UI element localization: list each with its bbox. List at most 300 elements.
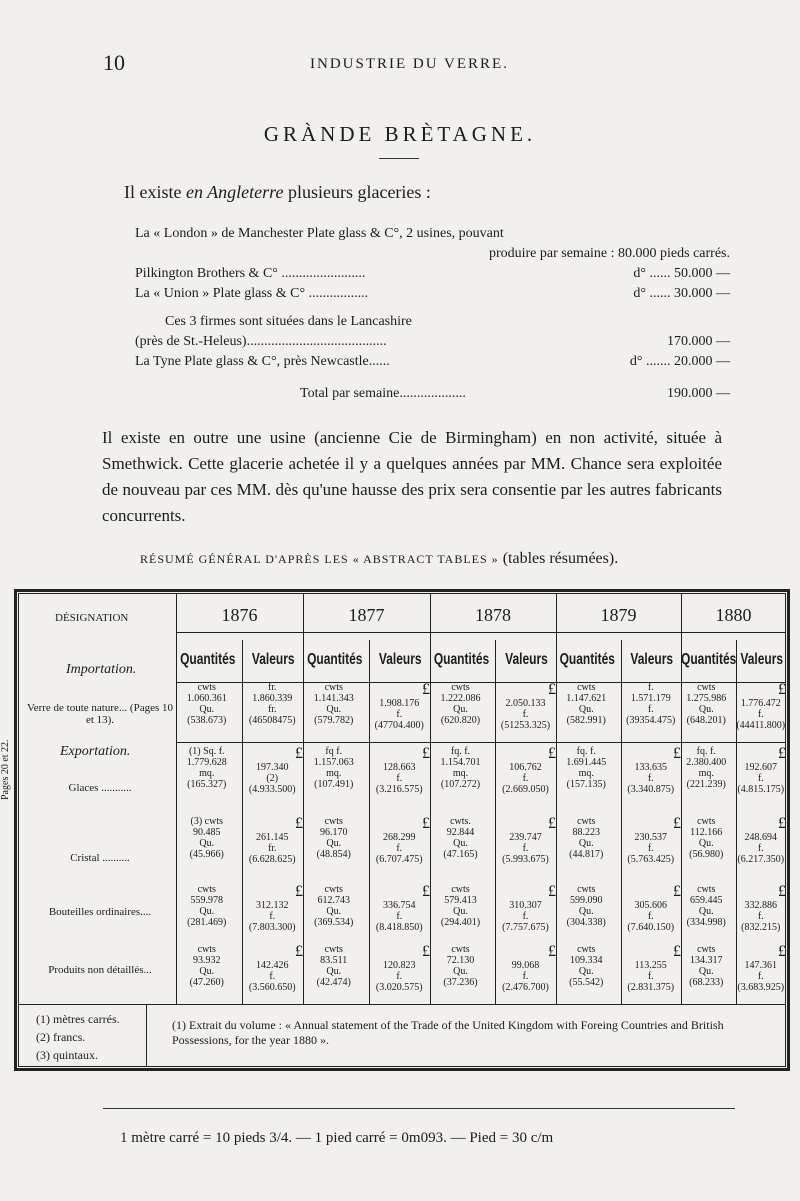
cell-line: (7.640.150) bbox=[627, 922, 675, 933]
cell-line: 72.130 bbox=[446, 955, 475, 966]
valeurs-header: Valeurs bbox=[740, 649, 784, 669]
cell-line: (620.820) bbox=[440, 715, 481, 726]
cell-line: cwts bbox=[324, 682, 343, 693]
cell-line: f. bbox=[522, 773, 529, 784]
cell-line: Qu. bbox=[578, 906, 594, 917]
cell-line: £ bbox=[422, 883, 430, 900]
table-cell bbox=[430, 746, 491, 790]
table-cell bbox=[369, 944, 431, 993]
cell-line: Qu. bbox=[453, 906, 468, 917]
cell-line: (68.233) bbox=[689, 977, 724, 988]
cell-line: (4.933.500) bbox=[248, 784, 296, 795]
year-header: 1878 bbox=[475, 605, 511, 625]
footnote: (2) francs. bbox=[36, 1030, 86, 1044]
cell-line: f. bbox=[757, 773, 764, 784]
cell-line: Qu. bbox=[453, 838, 468, 849]
cell-line: (8.418.850) bbox=[375, 922, 423, 933]
table-cell bbox=[621, 884, 682, 933]
cell-line: Qu. bbox=[326, 906, 342, 917]
page-title: GRÀNDE BRÈTAGNE. bbox=[263, 122, 537, 146]
cell-line: Qu. bbox=[453, 704, 468, 715]
cell-line: 92.844 bbox=[446, 827, 475, 838]
cell-line: cwts bbox=[451, 944, 470, 955]
cell-line: 2.050.133 bbox=[505, 698, 546, 709]
cell-line: 134.317 bbox=[690, 955, 723, 966]
running-head: INDUSTRIE DU VERRE. bbox=[310, 56, 509, 72]
cell-line: f. bbox=[396, 911, 403, 922]
cell-line: 113.255 bbox=[634, 960, 667, 971]
table-cell bbox=[681, 884, 732, 928]
intro-post: plusieurs glaceries : bbox=[283, 182, 431, 202]
cell-line: (44411.800) bbox=[736, 720, 786, 731]
cell-line: 99.068 bbox=[511, 960, 540, 971]
table-cell bbox=[495, 682, 556, 731]
cell-line: (304.338) bbox=[566, 917, 606, 928]
cell-line: cwts bbox=[697, 682, 716, 693]
table-cell bbox=[556, 944, 617, 988]
extrait-note: (1) Extrait du volume : « Annual statement of the Trade of the United Kingdom with Foreing Countries and British Possessions, for the year 1880 ». bbox=[172, 1018, 724, 1047]
cell-line: 332.886 bbox=[744, 900, 777, 911]
cell-line: 305.606 bbox=[634, 900, 667, 911]
cell-line: (5.763.425) bbox=[627, 854, 675, 865]
cell-line: Qu. bbox=[698, 906, 714, 917]
table-cell bbox=[681, 944, 732, 988]
cell-line: £ bbox=[548, 883, 556, 900]
cell-line: £ bbox=[778, 745, 786, 762]
cell-line: 88.223 bbox=[572, 827, 600, 838]
cell-line: Qu. bbox=[453, 966, 468, 977]
cell-line: (3.683.925) bbox=[737, 982, 785, 993]
designation-header: DÉSIGNATION bbox=[55, 612, 129, 624]
quantites-header: Quantités bbox=[180, 649, 236, 669]
resume-smallcaps: RÉSUMÉ GÉNÉRAL D'APRÈS LES « ABSTRACT TABLES » bbox=[140, 552, 499, 566]
cell-line: (5.993.675) bbox=[502, 854, 549, 865]
cell-line: £ bbox=[778, 815, 786, 832]
cell-line: £ bbox=[295, 943, 303, 960]
cell-line: (107.272) bbox=[440, 779, 481, 790]
cell-line: £ bbox=[295, 745, 303, 762]
footnote: (1) mètres carrés. bbox=[36, 1012, 120, 1026]
cell-line: Qu. bbox=[326, 838, 342, 849]
cell-line: Qu. bbox=[578, 966, 594, 977]
cell-line: (107.491) bbox=[314, 779, 354, 790]
cell-line: (44.817) bbox=[569, 849, 604, 860]
cell-line: 90.485 bbox=[193, 827, 221, 838]
cell-line: (221.239) bbox=[686, 779, 726, 790]
table-cell bbox=[621, 746, 682, 795]
cell-line: £ bbox=[295, 815, 303, 832]
valeurs-header: Valeurs bbox=[378, 649, 422, 669]
cell-line: cwts bbox=[324, 884, 343, 895]
table-cell bbox=[303, 884, 365, 928]
cell-line: 1.147.621 bbox=[566, 693, 607, 704]
cell-line: 1.571.179 bbox=[630, 693, 671, 704]
cell-line: £ bbox=[548, 745, 556, 762]
cell-line: (51253.325) bbox=[500, 720, 551, 731]
cell-line: (648.201) bbox=[686, 715, 726, 726]
table-cell bbox=[495, 746, 556, 795]
cell-line: fr. bbox=[267, 704, 277, 715]
table-cell bbox=[736, 816, 787, 865]
quantites-header: Quantités bbox=[307, 649, 363, 669]
table-cell bbox=[430, 944, 491, 988]
cell-line: 112.166 bbox=[690, 827, 723, 838]
cell-line: Qu. bbox=[326, 704, 342, 715]
cell-line: 93.932 bbox=[193, 955, 221, 966]
quantites-header: Quantités bbox=[559, 649, 615, 669]
year-header: 1880 bbox=[715, 605, 752, 625]
cell-line: f. bbox=[757, 971, 764, 982]
table-cell bbox=[242, 746, 304, 795]
table-cell bbox=[681, 682, 732, 726]
intro-em: en Angleterre bbox=[185, 182, 284, 202]
cell-line: f. bbox=[757, 911, 764, 922]
cell-line: £ bbox=[673, 815, 681, 832]
section-exportation: Exportation. bbox=[60, 744, 131, 759]
cell-line: 109.334 bbox=[570, 955, 603, 966]
table-cell bbox=[176, 816, 238, 860]
valeurs-header: Valeurs bbox=[251, 649, 295, 669]
cell-line: f. bbox=[396, 971, 403, 982]
table-cell bbox=[495, 944, 556, 993]
cell-line: f. bbox=[647, 682, 654, 693]
cell-line: £ bbox=[548, 681, 556, 698]
table-cell bbox=[176, 944, 238, 988]
cell-line: f. bbox=[522, 709, 529, 720]
cell-line: 1.141.343 bbox=[313, 693, 354, 704]
cell-line: fr. bbox=[267, 682, 277, 693]
cell-line: cwts bbox=[577, 944, 596, 955]
cell-line: £ bbox=[673, 943, 681, 960]
cell-line: (582.991) bbox=[566, 715, 606, 726]
cell-line: (48.854) bbox=[316, 849, 351, 860]
valeurs-header: Valeurs bbox=[630, 649, 674, 669]
cell-line: f. bbox=[269, 911, 276, 922]
cell-line: f. bbox=[647, 843, 654, 854]
intro-line bbox=[124, 182, 431, 203]
table-cell bbox=[736, 682, 787, 731]
year-header: 1879 bbox=[600, 605, 637, 625]
cell-line: 312.132 bbox=[256, 900, 289, 911]
cell-line: 83.511 bbox=[320, 955, 348, 966]
cell-line: f. bbox=[647, 704, 654, 715]
cell-line: £ bbox=[295, 883, 303, 900]
cell-line: (2) bbox=[266, 773, 279, 784]
table-cell bbox=[369, 816, 431, 865]
table-cell bbox=[176, 682, 238, 726]
table-cell bbox=[176, 884, 238, 928]
cell-line: (47704.400) bbox=[374, 720, 424, 731]
cell-line: (3.020.575) bbox=[375, 982, 423, 993]
cell-line: Qu. bbox=[698, 838, 714, 849]
table-cell bbox=[369, 746, 431, 795]
cell-line: f. bbox=[269, 971, 276, 982]
cell-line: 248.694 bbox=[744, 832, 777, 843]
cell-line: 310.307 bbox=[509, 900, 542, 911]
cell-line: mq. bbox=[199, 768, 215, 779]
cell-line: cwts bbox=[697, 816, 716, 827]
cell-line: cwts bbox=[451, 682, 470, 693]
cell-line: cwts bbox=[324, 944, 343, 955]
cell-line: fq. f. bbox=[576, 746, 596, 757]
cell-line: 612.743 bbox=[317, 895, 350, 906]
cell-line: (538.673) bbox=[187, 715, 227, 726]
table-cell bbox=[303, 682, 365, 726]
table-cell bbox=[303, 746, 365, 790]
glacerie-left: Ces 3 firmes sont situées dans le Lancashire bbox=[165, 314, 412, 329]
cell-line: Qu. bbox=[199, 704, 215, 715]
cell-line: £ bbox=[422, 681, 430, 698]
cell-line: 1.060.361 bbox=[186, 693, 227, 704]
cell-line: (369.534) bbox=[314, 917, 354, 928]
cell-line: £ bbox=[422, 815, 430, 832]
cell-line: mq. bbox=[326, 768, 342, 779]
cell-line: 268.299 bbox=[383, 832, 416, 843]
cell-line: cwts bbox=[697, 884, 716, 895]
table-cell bbox=[495, 816, 556, 865]
cell-line: (3) cwts bbox=[190, 816, 223, 827]
cell-line: fq. f. bbox=[450, 746, 471, 757]
cell-line: f. bbox=[522, 911, 529, 922]
page-number: 10 bbox=[103, 50, 125, 75]
cell-line: fq. f. bbox=[696, 746, 716, 757]
cell-line: 106.762 bbox=[509, 762, 542, 773]
cell-line: £ bbox=[548, 943, 556, 960]
row-label: Produits non détaillés... bbox=[48, 964, 152, 976]
cell-line: cwts. bbox=[450, 816, 471, 827]
cell-line: f. bbox=[522, 971, 529, 982]
table-cell bbox=[556, 682, 617, 726]
cell-line: (3.216.575) bbox=[375, 784, 423, 795]
cell-line: £ bbox=[778, 883, 786, 900]
cell-line: (56.980) bbox=[689, 849, 724, 860]
cell-line: cwts bbox=[577, 816, 596, 827]
table-cell bbox=[303, 944, 365, 988]
cell-line: (6.707.475) bbox=[375, 854, 423, 865]
cell-line: Qu. bbox=[199, 906, 215, 917]
cell-line: £ bbox=[778, 943, 786, 960]
quantites-header: Quantités bbox=[433, 649, 490, 669]
cell-line: (39354.475) bbox=[626, 715, 676, 726]
resume-rest: (tables résumées). bbox=[498, 550, 619, 567]
cell-line: Qu. bbox=[578, 704, 594, 715]
year-header: 1877 bbox=[348, 605, 385, 625]
cell-line: £ bbox=[422, 745, 430, 762]
cell-line: (55.542) bbox=[569, 977, 604, 988]
cell-line: (37.236) bbox=[443, 977, 478, 988]
cell-line: (334.998) bbox=[686, 917, 726, 928]
quantites-header: Quantités bbox=[681, 649, 737, 669]
cell-line: cwts bbox=[197, 884, 216, 895]
footnote: (3) quintaux. bbox=[36, 1048, 98, 1062]
cell-line: (157.135) bbox=[566, 779, 606, 790]
cell-line: 1.908.176 bbox=[379, 698, 420, 709]
resume-heading bbox=[140, 550, 618, 568]
cell-line: cwts bbox=[697, 944, 716, 955]
cell-line: cwts bbox=[577, 884, 596, 895]
cell-line: fr. bbox=[267, 843, 277, 854]
table-cell bbox=[621, 816, 682, 865]
cell-line: (3.340.875) bbox=[627, 784, 675, 795]
year-header: 1876 bbox=[221, 605, 258, 625]
cell-line: (3.560.650) bbox=[248, 982, 296, 993]
cell-line: (294.401) bbox=[440, 917, 481, 928]
cell-line: cwts bbox=[577, 682, 596, 693]
cell-line: (579.782) bbox=[314, 715, 354, 726]
glacerie-right: d° ...... 50.000 — bbox=[633, 266, 730, 281]
glacerie-right: d° ...... 30.000 — bbox=[633, 286, 730, 301]
glacerie-left: La « London » de Manchester Plate glass & C°, 2 usines, pouvant bbox=[135, 226, 504, 241]
cell-line: f. bbox=[396, 843, 403, 854]
table-cell bbox=[430, 884, 491, 928]
cell-line: (47.260) bbox=[189, 977, 224, 988]
cell-line: £ bbox=[548, 815, 556, 832]
cell-line: cwts bbox=[451, 884, 470, 895]
cell-line: 192.607 bbox=[744, 762, 777, 773]
cell-line: 2.380.400 bbox=[686, 757, 727, 768]
cell-line: mq. bbox=[698, 768, 714, 779]
table-cell bbox=[242, 884, 304, 933]
cell-line: cwts bbox=[324, 816, 343, 827]
table-hline-years bbox=[176, 632, 786, 633]
cell-line: f. bbox=[396, 773, 403, 784]
cell-line: (6.628.625) bbox=[248, 854, 296, 865]
cell-line: (42.474) bbox=[316, 977, 351, 988]
cell-line: cwts bbox=[197, 944, 216, 955]
cell-line: (45.966) bbox=[189, 849, 224, 860]
intro-pre: Il existe bbox=[124, 182, 186, 202]
cell-line: 336.754 bbox=[383, 900, 416, 911]
table-cell bbox=[242, 816, 304, 865]
cell-line: (7.757.675) bbox=[502, 922, 549, 933]
cell-line: £ bbox=[673, 745, 681, 762]
cell-line: 230.537 bbox=[634, 832, 667, 843]
table-cell bbox=[369, 682, 431, 731]
row-label: Glaces ........... bbox=[68, 782, 132, 794]
cell-line: 1.691.445 bbox=[566, 757, 607, 768]
cell-line: 128.663 bbox=[383, 762, 416, 773]
row-label: Bouteilles ordinaires.... bbox=[48, 906, 152, 918]
cell-line: 133.635 bbox=[634, 762, 667, 773]
cell-line: 599.090 bbox=[570, 895, 603, 906]
cell-line: 1.779.628 bbox=[186, 757, 227, 768]
cell-line: 1.275.986 bbox=[686, 693, 727, 704]
cell-line: 559.978 bbox=[190, 895, 223, 906]
table-cell bbox=[430, 682, 491, 726]
glacerie-right: 170.000 — bbox=[667, 334, 730, 349]
table-cell bbox=[369, 884, 431, 933]
title-rule bbox=[379, 158, 419, 159]
row-label: Cristal .......... bbox=[70, 852, 130, 864]
cell-line: fq f. bbox=[325, 746, 343, 757]
cell-line: 142.426 bbox=[256, 960, 289, 971]
cell-line: (6.217.350) bbox=[737, 854, 785, 865]
table-cell bbox=[176, 746, 238, 790]
glacerie-left: (près de St.-Heleus)........................................ bbox=[135, 334, 387, 349]
cell-line: (165.327) bbox=[187, 779, 227, 790]
cell-line: (7.803.300) bbox=[248, 922, 296, 933]
cell-line: f. bbox=[647, 911, 654, 922]
pages-label: Pages 20 et 22. bbox=[0, 739, 11, 800]
glacerie-left: La Tyne Plate glass & C°, près Newcastle...... bbox=[135, 354, 390, 369]
cell-line: 579.413 bbox=[444, 895, 477, 906]
cell-line: f. bbox=[647, 971, 654, 982]
cell-line: Qu. bbox=[199, 838, 215, 849]
cell-line: 197.340 bbox=[256, 762, 289, 773]
glacerie-right: d° ....... 20.000 — bbox=[629, 354, 730, 369]
cell-line: 659.445 bbox=[690, 895, 723, 906]
glacerie-left: Total par semaine................... bbox=[300, 386, 466, 401]
glacerie-right: 190.000 — bbox=[667, 386, 730, 401]
cell-line: 1.222.086 bbox=[440, 693, 481, 704]
cell-line: f. bbox=[757, 843, 764, 854]
table-cell bbox=[242, 682, 304, 726]
cell-line: 1.776.472 bbox=[740, 698, 781, 709]
cell-line: cwts bbox=[197, 682, 216, 693]
row-label: Verre de toute nature... (Pages 10 et 13). bbox=[26, 702, 173, 726]
cell-line: (832.215) bbox=[741, 922, 781, 933]
table-cell bbox=[303, 816, 365, 860]
cell-line: mq. bbox=[578, 768, 594, 779]
bottom-line: 1 mètre carré = 10 pieds 3/4. — 1 pied carré = 0m093. — Pied = 30 c/m bbox=[120, 1130, 554, 1146]
cell-line: f. bbox=[396, 709, 403, 720]
cell-line: Qu. bbox=[698, 704, 714, 715]
cell-line: 239.747 bbox=[509, 832, 542, 843]
cell-line: Qu. bbox=[578, 838, 594, 849]
table-cell bbox=[736, 944, 787, 993]
table-cell bbox=[556, 884, 617, 928]
cell-line: mq. bbox=[452, 768, 469, 779]
cell-line: (281.469) bbox=[187, 917, 227, 928]
paragraph: Il existe en outre une usine (ancienne Cie de Birmingham) en non activité, située à Smethwick. Cette glacerie achetée il y a quelques années par MM. Chance sera exploitée de nouveau par ces MM. dès qu'une hausse des prix sera consentie par les autres fabricants concurrents. bbox=[102, 428, 722, 525]
cell-line: f. bbox=[757, 709, 764, 720]
cell-line: 1.157.063 bbox=[313, 757, 354, 768]
cell-line: (1) Sq. f. bbox=[188, 746, 225, 757]
table-cell bbox=[621, 682, 682, 726]
cell-line: (2.831.375) bbox=[627, 982, 675, 993]
section-importation: Importation. bbox=[66, 662, 137, 677]
cell-line: 96.170 bbox=[320, 827, 348, 838]
cell-line: f. bbox=[522, 843, 529, 854]
table-cell bbox=[621, 944, 682, 993]
cell-line: Qu. bbox=[326, 966, 342, 977]
cell-line: £ bbox=[673, 883, 681, 900]
cell-line: Qu. bbox=[199, 966, 215, 977]
table-cell bbox=[681, 746, 732, 790]
table-cell bbox=[242, 944, 304, 993]
table-hline-foot bbox=[18, 1004, 786, 1005]
table-cell bbox=[556, 816, 617, 860]
table-cell bbox=[681, 816, 732, 860]
cell-line: 1.154.701 bbox=[440, 757, 481, 768]
cell-line: f. bbox=[647, 773, 654, 784]
table-cell bbox=[556, 746, 617, 790]
table-hline-import bbox=[176, 742, 786, 743]
cell-line: (47.165) bbox=[443, 849, 478, 860]
table-cell bbox=[495, 884, 556, 933]
cell-line: (4.815.175) bbox=[737, 784, 785, 795]
table-cell bbox=[430, 816, 491, 860]
cell-line: £ bbox=[778, 681, 786, 698]
cell-line: (2.669.050) bbox=[502, 784, 549, 795]
cell-line: (46508475) bbox=[248, 715, 296, 726]
cell-line: 120.823 bbox=[383, 960, 416, 971]
bottom-rule bbox=[103, 1108, 735, 1109]
cell-line: 147.361 bbox=[744, 960, 777, 971]
cell-line: 1.860.339 bbox=[252, 693, 293, 704]
glacerie-right: produire par semaine : 80.000 pieds carrés. bbox=[488, 246, 730, 261]
table-cell bbox=[736, 884, 787, 933]
